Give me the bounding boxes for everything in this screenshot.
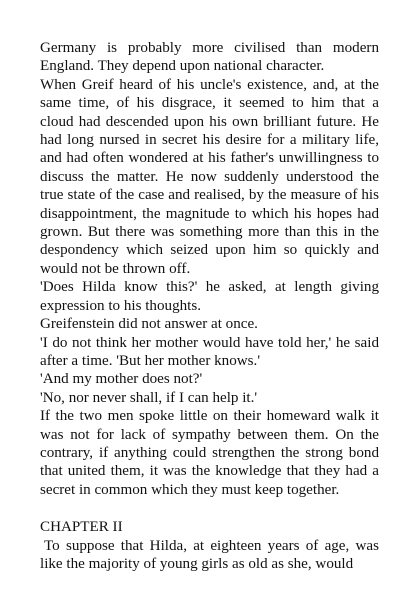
document-page	[40, 39, 379, 573]
paragraph: If the two men spoke little on their homeward walk it was not for lack of sympathy between them. On the contrary, if anything could strengthen the strong bond that united them, it was the knowledge that they had a secret in common which they must keep together.	[40, 408, 379, 498]
chapter-opening-paragraph: To suppose that Hilda, at eighteen years of age, was like the majority of young girls as old as she, would	[40, 537, 379, 572]
paragraph: 'And my mother does not?'	[40, 371, 203, 388]
paragraph: Greifenstein did not answer at once.	[40, 316, 258, 333]
paragraph: 'I do not think her mother would have told her,' he said after a time. 'But her mother knows.'	[40, 334, 379, 369]
paragraph: 'Does Hilda know this?' he asked, at length giving expression to his thoughts.	[40, 279, 379, 314]
paragraph: Germany is probably more civilised than modern England. They depend upon national character.	[40, 40, 379, 75]
paragraph: When Greif heard of his uncle's existence, and, at the same time, of his disgrace, it seemed to him that a cloud had descended upon his own brilliant future. He had long nursed in secret his desire for a military life, and had often wondered at his father's unwillingness to discuss the matter. He now suddenly understood the true state of the case and realised, by the measure of his disappointment, the magnitude to which his hopes had grown. But there was something more than this in the despondency which seized upon him so quickly and would not be thrown off.	[40, 76, 379, 277]
chapter-heading: CHAPTER II	[40, 519, 123, 536]
paragraph: 'No, nor never shall, if I can help it.'	[40, 389, 258, 406]
